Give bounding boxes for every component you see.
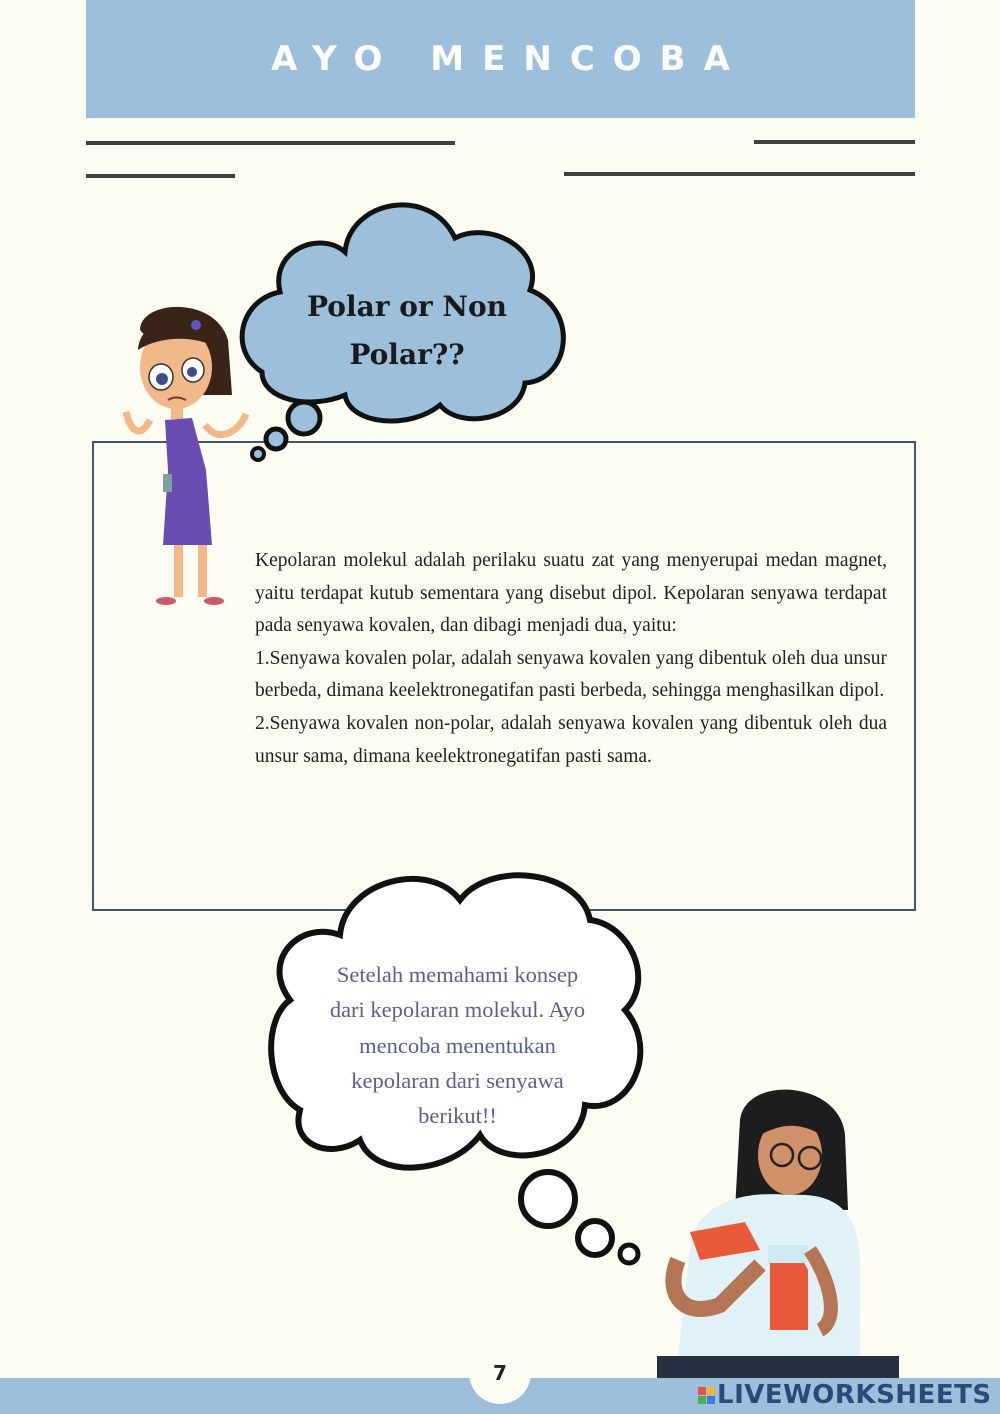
paragraph-intro: Kepolaran molekul adalah perilaku suatu zat yang menyerupai medan magnet, yaitu terdapat kutub sementara yang disebut dipol. Kepolaran senyawa terdapat pada senyawa kovalen, dan dibagi menjadi dua, yaitu:	[255, 550, 887, 637]
liveworksheets-logo-icon	[698, 1387, 715, 1404]
page-number: 7	[493, 1361, 507, 1385]
liveworksheets-logo[interactable]	[698, 1380, 992, 1410]
question-line: Polar or Non	[306, 290, 508, 323]
instruction-line: dari kepolaran molekul. Ayo	[329, 997, 586, 1023]
page-title: AYO MENCOBA	[271, 39, 748, 79]
instruction-line: Setelah memahami konsep	[336, 962, 579, 987]
instruction-line: berikut!!	[418, 1103, 497, 1129]
scientist-illustration	[673, 1090, 860, 1356]
paragraph-polar: 1.Senyawa kovalen polar, adalah senyawa kovalen yang dibentuk oleh dua unsur berbeda, dimana keelektronegatifan pasti berbeda, sehingga menghasilkan dipol.	[255, 647, 887, 702]
paragraph-nonpolar: 2.Senyawa kovalen non-polar, adalah senyawa kovalen yang dibentuk oleh dua unsur sama, dimana keelektronegatifan pasti sama.	[255, 712, 887, 767]
instruction-line: kepolaran dari senyawa	[351, 1067, 564, 1093]
question-text	[292, 283, 522, 379]
instruction-text	[305, 957, 610, 1133]
instruction-line: mencoba menentukan	[359, 1032, 556, 1058]
desk-shape	[657, 1356, 899, 1378]
brand-name: LIVEWORKSHEETS	[717, 1380, 992, 1410]
page-number-badge	[469, 1342, 531, 1404]
question-line: Polar??	[349, 338, 465, 371]
confused-girl-illustration	[126, 307, 246, 605]
